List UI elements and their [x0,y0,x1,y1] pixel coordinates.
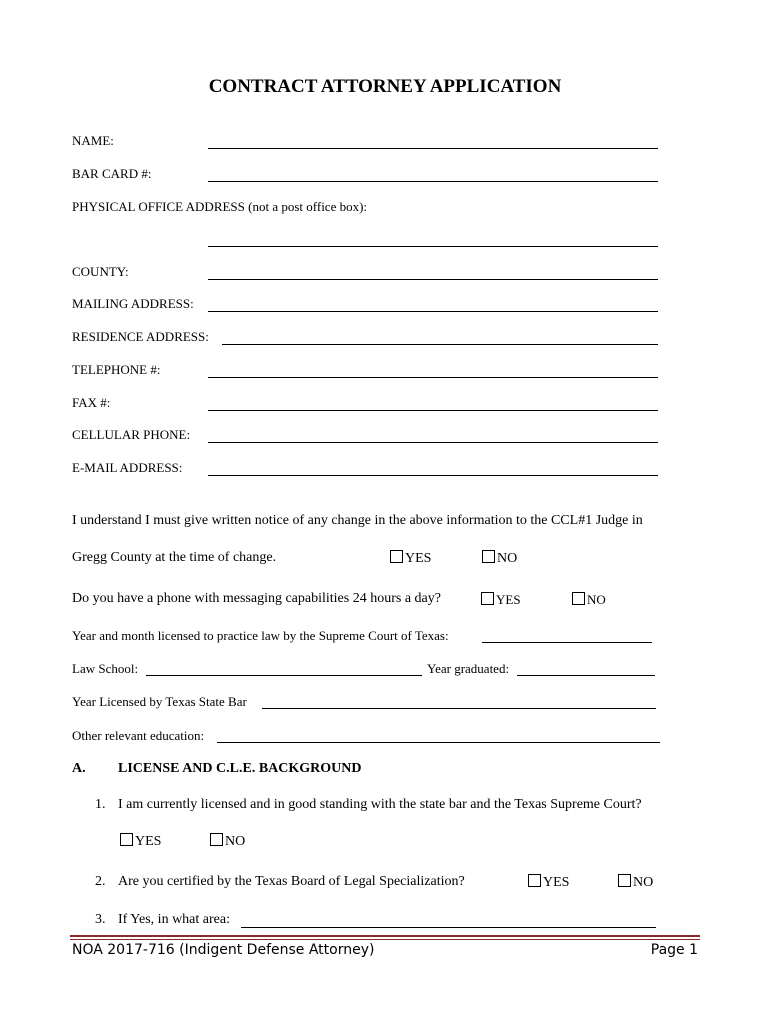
residence-address-label: RESIDENCE ADDRESS: [72,329,209,344]
q2-number: 2. [95,874,106,889]
year-licensed-bar-field[interactable] [262,708,656,709]
bar-card-field[interactable] [208,181,658,182]
q2-yes-checkbox[interactable] [528,874,569,891]
footer-page-number: Page 1 [650,942,698,958]
q2-yes-label: YES [543,875,570,890]
q2-no-checkbox[interactable] [618,874,653,891]
q3-area-field[interactable] [241,927,656,928]
footer-divider [70,935,700,937]
messaging-question: Do you have a phone with messaging capabilities 24 hours a day? [72,591,441,606]
telephone-label: TELEPHONE #: [72,362,161,377]
checkbox-icon [120,833,133,846]
footer-divider-thin [70,939,700,940]
other-education-label: Other relevant education: [72,728,205,743]
section-a-heading: LICENSE AND C.L.E. BACKGROUND [118,761,362,776]
page-title: CONTRACT ATTORNEY APPLICATION [208,76,562,97]
mailing-address-label: MAILING ADDRESS: [72,296,194,311]
q1-number: 1. [95,797,106,812]
q1-yes-label: YES [135,834,162,849]
notice-text-line2: Gregg County at the time of change. [72,550,277,565]
email-field[interactable] [208,475,658,476]
law-school-field[interactable] [146,675,422,676]
year-graduated-label: Year graduated: [427,661,510,676]
residence-address-field[interactable] [222,344,658,345]
year-month-licensed-label: Year and month licensed to practice law by the Supreme Court of Texas: [72,628,449,643]
q3-text: If Yes, in what area: [118,912,230,927]
notice-text-line1: I understand I must give written notice of any change in the above information to the CCL#1 Judge in [72,513,643,528]
cellular-phone-label: CELLULAR PHONE: [72,427,191,442]
messaging-yes-label: YES [496,592,521,607]
year-licensed-bar-label: Year Licensed by Texas State Bar [72,694,247,709]
cellular-phone-field[interactable] [208,442,658,443]
messaging-no-label: NO [587,592,606,607]
q1-yes-checkbox[interactable] [120,833,161,850]
county-field[interactable] [208,279,658,280]
section-a-letter: A. [72,761,86,776]
county-label: COUNTY: [72,264,129,279]
law-school-label: Law School: [72,661,139,676]
checkbox-icon [481,592,494,605]
checkbox-icon [572,592,585,605]
checkbox-icon [210,833,223,846]
physical-office-label: PHYSICAL OFFICE ADDRESS (not a post office box): [72,199,368,214]
email-label: E-MAIL ADDRESS: [72,460,183,475]
notice-yes-checkbox[interactable] [390,550,431,567]
checkbox-icon [390,550,403,563]
telephone-field[interactable] [208,377,658,378]
mailing-address-field[interactable] [208,311,658,312]
checkbox-icon [528,874,541,887]
physical-office-field[interactable] [208,246,658,247]
year-graduated-field[interactable] [517,675,655,676]
notice-yes-label: YES [405,551,432,566]
year-month-licensed-field[interactable] [482,642,652,643]
name-label: NAME: [72,133,114,148]
messaging-yes-checkbox[interactable] [481,592,521,608]
other-education-field[interactable] [217,742,660,743]
checkbox-icon [618,874,631,887]
notice-no-checkbox[interactable] [482,550,517,567]
fax-label: FAX #: [72,395,111,410]
bar-card-label: BAR CARD #: [72,166,152,181]
messaging-no-checkbox[interactable] [572,592,606,608]
footer-document-id: NOA 2017-716 (Indigent Defense Attorney) [72,942,375,958]
fax-field[interactable] [208,410,658,411]
q1-text: I am currently licensed and in good standing with the state bar and the Texas Supreme Court? [118,797,642,812]
q1-no-label: NO [225,834,246,849]
q2-text: Are you certified by the Texas Board of Legal Specialization? [118,874,465,889]
checkbox-icon [482,550,495,563]
q3-number: 3. [95,912,106,927]
notice-no-label: NO [497,551,518,566]
q2-no-label: NO [633,875,654,890]
name-field[interactable] [208,148,658,149]
q1-no-checkbox[interactable] [210,833,245,850]
